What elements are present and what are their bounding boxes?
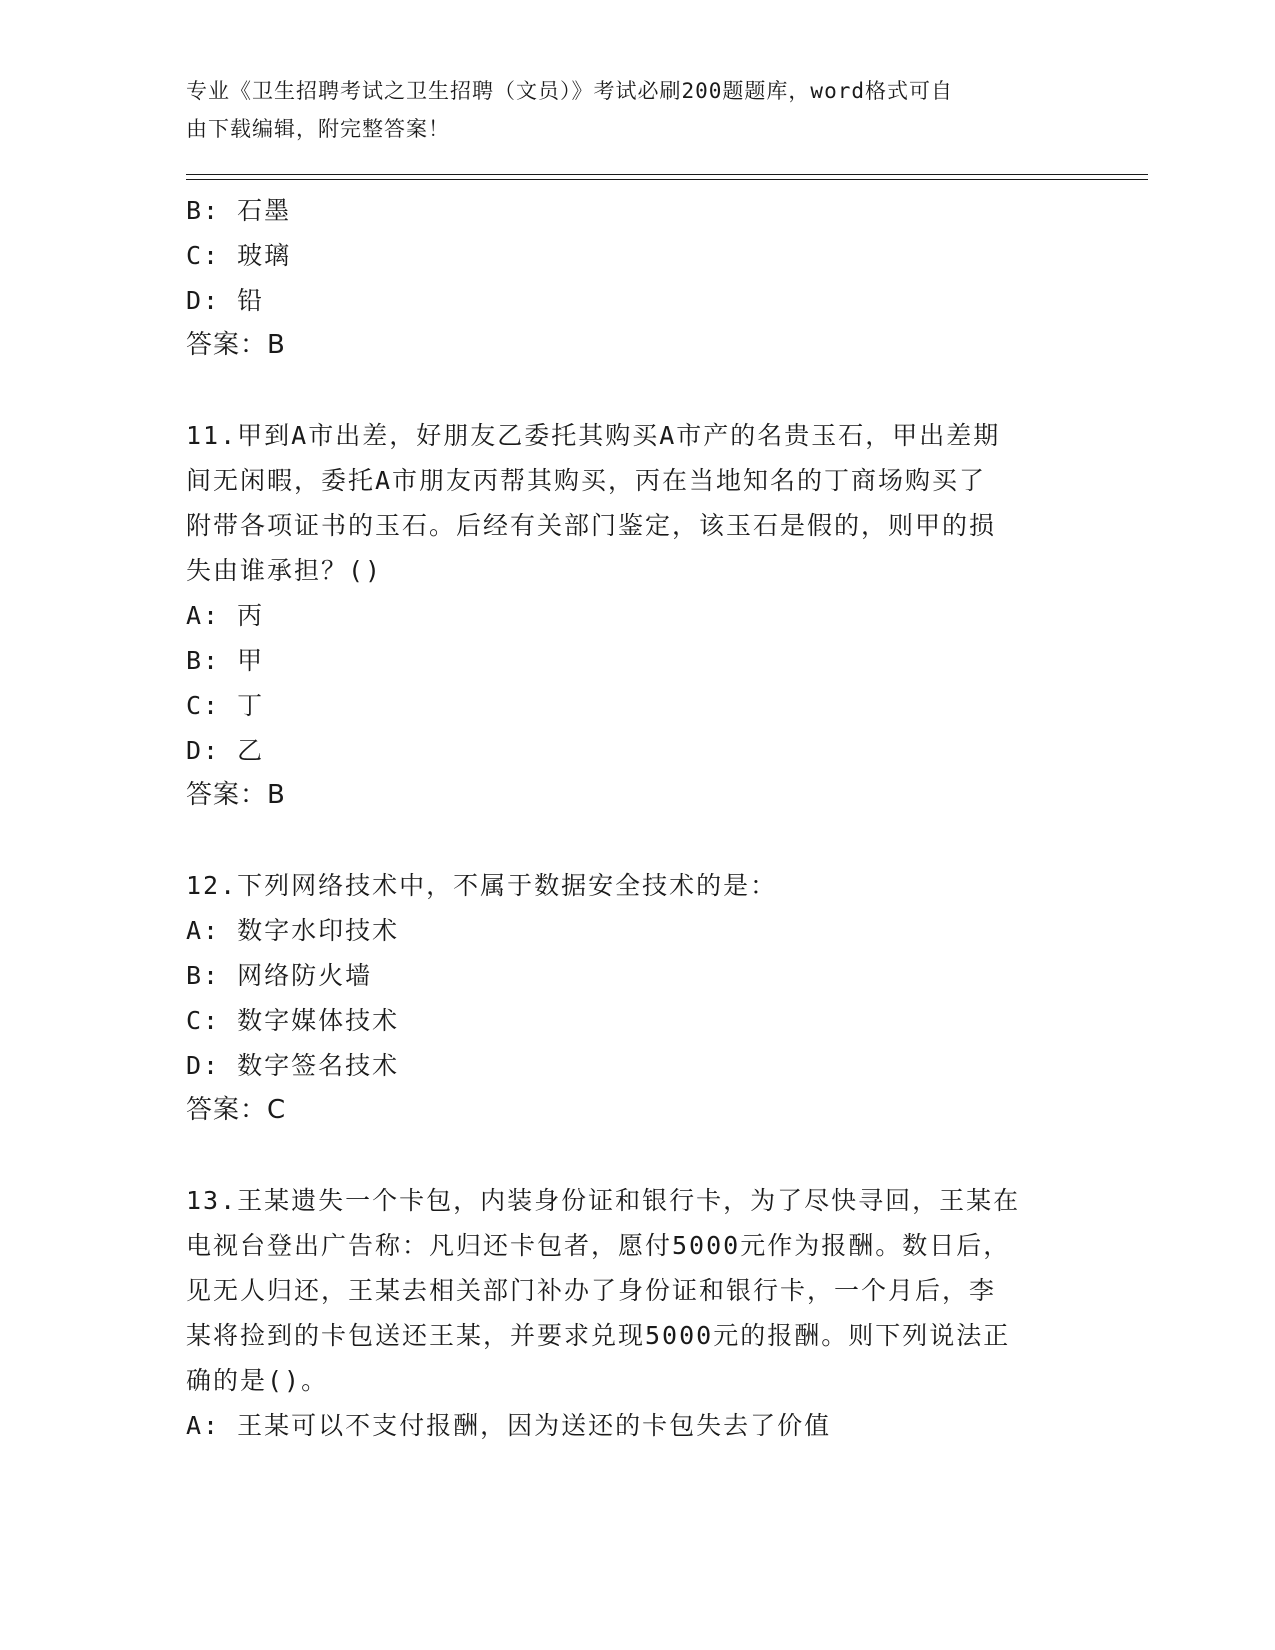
option-c: C: 数字媒体技术 — [186, 1006, 400, 1035]
header-divider-top — [186, 174, 1148, 175]
option-a: A: 丙 — [186, 601, 265, 630]
option-d: D: 铅 — [186, 286, 265, 315]
header-line-1: 专业《卫生招聘考试之卫生招聘（文员）》考试必刷200题题库，word格式可自 — [186, 79, 953, 103]
question-text: 13.王某遗失一个卡包，内装身份证和银行卡，为了尽快寻回，王某在 电视台登出广告称：凡归还卡包者，愿付5000元作为报酬。数日后， 见无人归还，王某去相关部门补办了身份证和银行卡，一个月后，李 某将捡到的卡包送还王某，并要求兑现5000元的报酬。则下列说法正 确的是()。 — [186, 1186, 1021, 1395]
answer-line: 答案：B — [186, 330, 286, 360]
option-b: B: 石墨 — [186, 196, 292, 225]
option-d: D: 数字签名技术 — [186, 1051, 400, 1080]
option-a: A: 王某可以不支付报酬，因为送还的卡包失去了价值 — [186, 1411, 832, 1440]
question-list — [186, 188, 1066, 1448]
option-a: A: 数字水印技术 — [186, 916, 400, 945]
header-divider-bottom — [186, 179, 1148, 180]
option-d: D: 乙 — [186, 736, 265, 765]
option-b: B: 甲 — [186, 646, 265, 675]
document-header — [186, 72, 1066, 148]
question-13 — [186, 1178, 1066, 1448]
option-c: C: 丁 — [186, 691, 265, 720]
question-11 — [186, 413, 1066, 818]
option-c: C: 玻璃 — [186, 241, 292, 270]
question-text: 12.下列网络技术中，不属于数据安全技术的是： — [186, 871, 778, 900]
answer-line: 答案：C — [186, 1095, 287, 1125]
question-text: 11.甲到A市出差，好朋友乙委托其购买A市产的名贵玉石，甲出差期 间无闲暇，委托A市朋友丙帮其购买，丙在当地知名的丁商场购买了 附带各项证书的玉石。后经有关部门鉴定，该玉石是假的，则甲的损 失由谁承担？() — [186, 421, 1001, 585]
option-b: B: 网络防火墙 — [186, 961, 373, 990]
question-10-options — [186, 188, 1066, 368]
answer-line: 答案：B — [186, 780, 286, 810]
header-line-2: 由下载编辑，附完整答案！ — [186, 117, 450, 141]
question-12 — [186, 863, 1066, 1133]
